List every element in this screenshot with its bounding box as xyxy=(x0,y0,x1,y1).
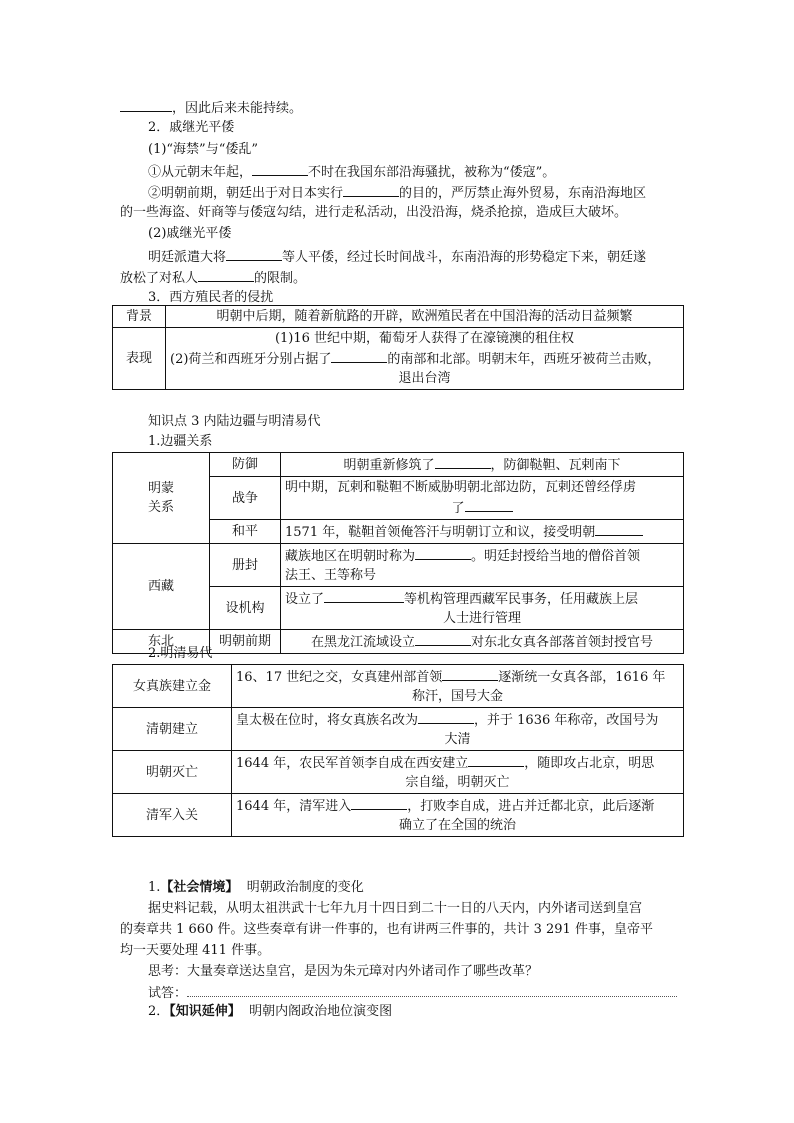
fill-blank[interactable] xyxy=(226,246,282,261)
table-cell: 藏族地区在明朝时称为 。明廷封授给当地的僧俗首领 法王、王等称号 xyxy=(281,544,684,587)
table-cell: 16、17 世纪之交，女真建州部首领 逐渐统一女真各部，1616 年 称汗，国号大金 xyxy=(232,665,684,708)
paragraph: 据史料记载，从明太祖洪武十七年九月十四日到二十一日的八天内，内外诸司送到皇宫 xyxy=(148,901,643,916)
answer-field[interactable] xyxy=(187,982,677,997)
section-title: 3．西方殖民者的侵扰 xyxy=(148,290,274,305)
section-title: 2．戚继光平倭 xyxy=(148,120,235,135)
row-sublabel: 册封 xyxy=(210,544,281,587)
extension-title: 2．【知识延伸】 明朝内阁政治地位演变图 xyxy=(148,1004,393,1019)
table-row xyxy=(113,306,684,328)
table-cell: 明朝中后期，随着新航路的开辟，欧洲殖民者在中国沿海的活动日益频繁 xyxy=(166,306,684,328)
paragraph: 放松了对私人 的限制。 xyxy=(120,267,690,289)
fill-blank[interactable] xyxy=(415,545,471,560)
table-row xyxy=(113,453,684,477)
table-cell: (1)16 世纪中期，葡萄牙人获得了在濠镜澳的租住权 (2)荷兰和西班牙分别占据了 的南部和北部。明朝末年，西班牙被荷兰击败， 退出台湾 xyxy=(166,328,684,390)
row-label: 明蒙 关系 xyxy=(113,453,210,544)
table-row xyxy=(113,544,684,587)
row-label: 清朝建立 xyxy=(113,708,232,751)
table-cell: 在黑龙江流域设立 对东北女真各部落首领封授官号 xyxy=(281,630,684,654)
table-cell: 明朝重新修筑了 ，防御鞑靼、瓦剌南下 xyxy=(281,453,684,477)
section-title: 知识点 3 内陆边疆与明清易代 xyxy=(148,414,321,429)
fill-blank[interactable] xyxy=(351,795,407,810)
colonists-table xyxy=(112,305,684,390)
table-row xyxy=(113,708,684,751)
fill-blank[interactable] xyxy=(465,497,513,512)
table-cell: 1644 年，清军进入 ，打败李自成，进占并迁都北京，此后逐渐 确立了在全国的统治 xyxy=(232,794,684,837)
fill-blank[interactable] xyxy=(331,348,387,363)
row-label: 背景 xyxy=(113,306,166,328)
fill-blank[interactable] xyxy=(595,521,643,536)
paragraph: 均一天要处理 411 件事。 xyxy=(120,943,271,958)
table-cell: 明中期，瓦剌和鞑靼不断威胁明朝北部边防，瓦剌还曾经俘虏 了 xyxy=(281,477,684,520)
paragraph: ②明朝前期，朝廷出于对日本实行 的目的，严厉禁止海外贸易，东南沿海地区 xyxy=(148,182,718,204)
fill-blank[interactable] xyxy=(435,454,491,469)
fill-blank[interactable] xyxy=(343,182,399,197)
answer-line: 试答： xyxy=(148,982,718,1004)
table-cell: 1644 年，农民军首领李自成在西安建立 ，随即攻占北京，明思 宗自缢，明朝灭亡 xyxy=(232,751,684,794)
row-sublabel: 设机构 xyxy=(210,587,281,630)
row-sublabel: 和平 xyxy=(210,520,281,544)
row-sublabel: 战争 xyxy=(210,477,281,520)
paragraph: 的奏章共 1 660 件。这些奏章有讲一件事的，也有讲两三件事的，共计 3 291 件事，皇帝平 xyxy=(120,922,653,937)
row-label: 东北 xyxy=(113,630,210,654)
row-label: 西藏 xyxy=(113,544,210,630)
paragraph: ①从元朝末年起， 不时在我国东部沿海骚扰，被称为“倭寇”。 xyxy=(148,161,718,183)
table-cell: 皇太极在位时，将女真族名改为 ，并于 1636 年称帝，改国号为 大清 xyxy=(232,708,684,751)
continuation-line: ，因此后来未能持续。 xyxy=(120,97,690,119)
row-label: 清军入关 xyxy=(113,794,232,837)
fill-blank[interactable] xyxy=(468,752,524,767)
table-row xyxy=(113,328,684,390)
fill-blank[interactable] xyxy=(198,267,254,282)
subsection-title: 2.明清易代 xyxy=(148,646,213,661)
scenario-title: 1.【社会情境】 明朝政治制度的变化 xyxy=(148,880,364,895)
border-relations-table xyxy=(112,452,684,654)
row-label: 明朝灭亡 xyxy=(113,751,232,794)
table-row xyxy=(113,794,684,837)
fill-blank[interactable] xyxy=(324,588,404,603)
row-sublabel: 防御 xyxy=(210,453,281,477)
fill-blank[interactable] xyxy=(442,666,498,681)
table-cell: 设立了 等机构管理西藏军民事务，任用藏族上层 人士进行管理 xyxy=(281,587,684,630)
subsection-title: (2)戚继光平倭 xyxy=(148,226,232,241)
question: 思考：大量奏章送达皇宫，是因为朱元璋对内外诸司作了哪些改革？ xyxy=(148,964,539,979)
table-cell: 1571 年，鞑靼首领俺答汗与明朝订立和议，接受明朝 xyxy=(281,520,684,544)
fill-blank[interactable] xyxy=(120,97,172,112)
table-row xyxy=(113,665,684,708)
fill-blank[interactable] xyxy=(252,161,308,176)
row-sublabel: 明朝前期 xyxy=(210,630,281,654)
row-label: 表现 xyxy=(113,328,166,390)
subsection-title: (1)“海禁”与“倭乱” xyxy=(148,142,258,157)
row-label: 女真族建立金 xyxy=(113,665,232,708)
table-row xyxy=(113,751,684,794)
subsection-title: 1.边疆关系 xyxy=(148,434,213,449)
ming-qing-table xyxy=(112,664,684,837)
fill-blank[interactable] xyxy=(418,709,474,724)
paragraph: 明廷派遣大将 等人平倭，经过长时间战斗，东南沿海的形势稳定下来，朝廷遂 xyxy=(148,246,718,268)
paragraph: 的一些海盗、奸商等与倭寇勾结，进行走私活动，出没沿海，烧杀抢掠，造成巨大破坏。 xyxy=(120,205,628,220)
